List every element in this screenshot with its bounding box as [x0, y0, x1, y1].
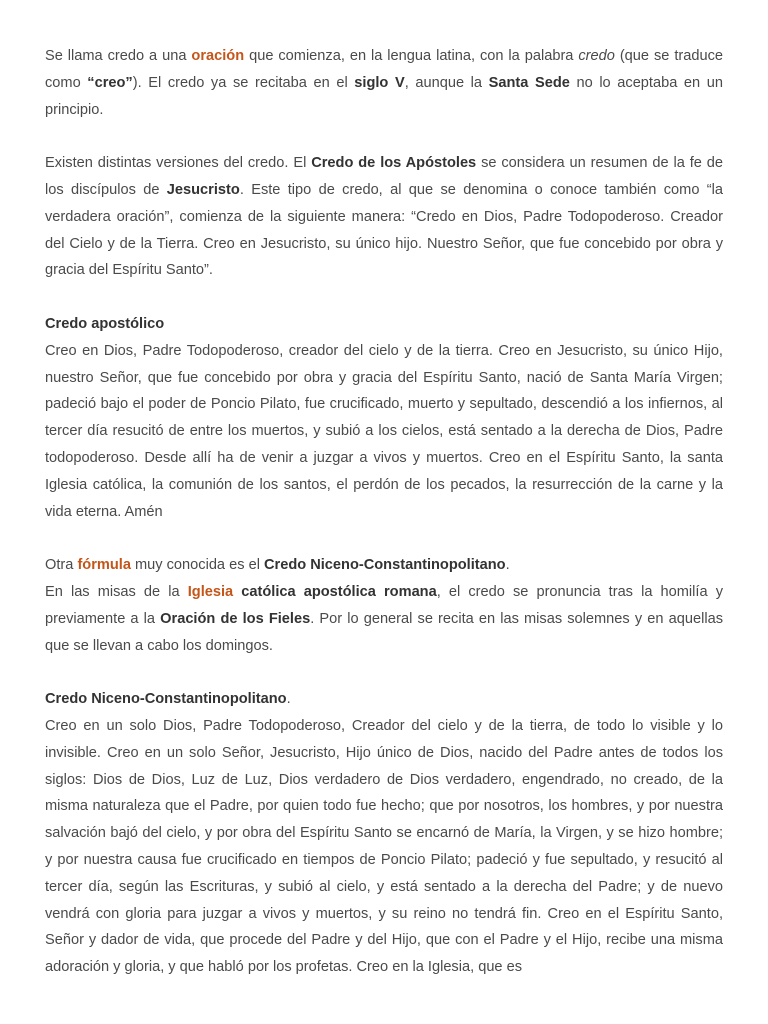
- paragraph-credo-niceno: [45, 686, 723, 981]
- link-iglesia[interactable]: Iglesia: [187, 583, 234, 600]
- text: muy conocida es el: [130, 557, 264, 574]
- bold-term-niceno: Credo Niceno-Constantinopolitano: [264, 557, 506, 574]
- text: Otra: [45, 557, 78, 574]
- text: que comienza, en la lengua latina, con la palabra: [244, 48, 579, 64]
- text: .: [505, 557, 510, 574]
- italic-term-credo: credo: [578, 48, 615, 64]
- text: . Por lo general se recita en las misas solemnes y en aquellas que se llevan a cabo los domingos.: [45, 610, 723, 654]
- bold-term-creo: “creo”: [87, 74, 133, 91]
- section-heading-credo-apostolico: Credo apostólico: [45, 315, 165, 332]
- bold-term-santa-sede: Santa Sede: [488, 74, 570, 91]
- paragraph-credo-apostolico: [45, 311, 723, 525]
- article-body: [45, 43, 723, 1008]
- text: , el credo se pronuncia tras la homilía y previamente a la: [45, 583, 723, 627]
- bold-term-catolica: católica apostólica romana: [241, 583, 437, 600]
- paragraph-intro: [45, 43, 723, 123]
- bold-term-siglo: siglo V: [354, 74, 405, 91]
- text: Se llama credo a una: [45, 48, 192, 64]
- text: (que se traduce como: [45, 48, 724, 91]
- heading-dot: .: [286, 691, 291, 708]
- paragraph-formula: [45, 552, 723, 579]
- bold-term-jesucristo: Jesucristo: [166, 181, 240, 198]
- text: . Este tipo de credo, al que se denomina o conoce también como “la verdadera oración”, comienza de la siguiente manera: “Credo en Dios, Padre Todopoderoso. Creador del Cielo y de la Tierra. Creo en Jesucristo, su único hijo. Nuestro Señor, que fue concebido por obra y gracia del Espíritu Santo”.: [45, 181, 723, 279]
- text: Existen distintas versiones del credo. El: [45, 155, 312, 172]
- credo-apostolico-text: Creo en Dios, Padre Todopoderoso, creador del cielo y de la tierra. Creo en Jesucristo, su único Hijo, nuestro Señor, que fue concebido por obra y gracia del Espíritu Santo, nació de Santa María Virgen; padeció bajo el poder de Poncio Pilato, fue crucificado, muerto y sepultado, descendió a los infiernos, al tercer día resucitó de entre los muertos, y subió a los cielos, está sentado a la derecha de Dios, Padre todopoderoso. Desde allí ha de venir a juzgar a vivos y muertos. Creo en el Espíritu Santo, la santa Iglesia católica, la comunión de los santos, el perdón de los pecados, la resurrección de la carne y la vida eterna. Amén: [45, 342, 723, 520]
- text: , aunque la: [404, 74, 489, 91]
- text: no lo aceptaba en un principio.: [45, 74, 724, 118]
- text: ). El credo ya se recitaba en el: [132, 74, 355, 91]
- paragraph-versions: [45, 150, 723, 284]
- link-formula[interactable]: fórmula: [77, 557, 131, 574]
- paragraph-misas: [45, 579, 723, 659]
- section-heading-credo-niceno: [45, 686, 723, 713]
- text: se considera un resumen de la fe de los discípulos de: [45, 155, 724, 198]
- text: En las misas de la: [45, 583, 188, 600]
- credo-niceno-text: Creo en un solo Dios, Padre Todopoderoso, Creador del cielo y de la tierra, de todo lo visible y lo invisible. Creo en un solo Señor, Jesucristo, Hijo único de Dios, nacido del Padre antes de todos los siglos: Dios de Dios, Luz de Luz, Dios verdadero de Dios verdadero, engendrado, no creado, de la misma naturaleza que el Padre, por quien todo fue hecho; que por nosotros, los hombres, y por nuestra salvación bajó del cielo, y por obra del Espíritu Santo se encarnó de María, la Virgen, y se hizo hombre; y por nuestra causa fue crucificado en tiempos de Poncio Pilato; padeció y fue sepultado, y resucitó al tercer día, según las Escrituras, y subió al cielo, y está sentado a la derecha del Padre; y de nuevo vendrá con gloria para juzgar a vivos y muertos, y su reino no tendrá fin. Creo en el Espíritu Santo, Señor y dador de vida, que procede del Padre y del Hijo, que con el Padre y el Hijo, recibe una misma adoración y gloria, y que habló por los profetas. Creo en la Iglesia, que es: [45, 717, 723, 976]
- bold-term-credo-apostoles: Credo de los Apóstoles: [311, 155, 477, 172]
- link-oracion[interactable]: oración: [191, 48, 245, 64]
- heading-text: Credo Niceno-Constantinopolitano: [45, 691, 287, 708]
- bold-term-oracion-fieles: Oración de los Fieles: [160, 610, 311, 627]
